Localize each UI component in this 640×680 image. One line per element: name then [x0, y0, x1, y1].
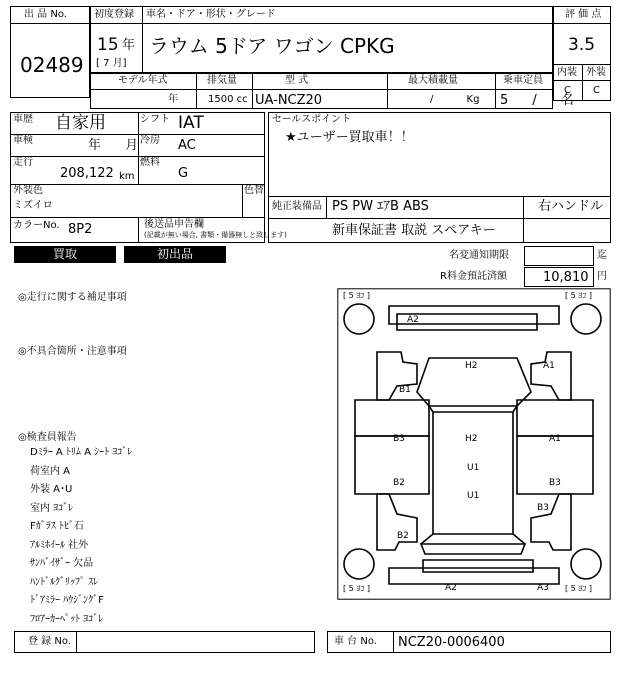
report-line: ｻﾝﾊﾞｲｻﾞｰ 欠品	[30, 558, 94, 569]
first-reg-label: 初度登録	[94, 9, 134, 20]
fuel: G	[178, 166, 189, 181]
right-front-fender	[531, 352, 571, 400]
recycle-box	[524, 267, 594, 287]
max-load: / Kg	[430, 94, 480, 105]
damage-mark: U1	[467, 463, 480, 473]
damage-mark: A2	[445, 583, 457, 593]
post-report-note: (記載が無い場合, 書類・備器無しと致します)	[144, 231, 287, 239]
history: 自家用	[55, 113, 106, 133]
wheel-front-right	[571, 304, 601, 334]
first-listing-badge: 初出品	[124, 246, 226, 263]
right-front-door	[517, 400, 593, 436]
model-year-unit: 年	[168, 94, 178, 105]
sales-point-label: セールスポイント	[272, 114, 352, 125]
wheel-front-left	[344, 304, 374, 334]
post-report-label: 後送品申告欄	[144, 219, 204, 230]
damage-mark: H2	[465, 434, 478, 444]
left-front-fender	[377, 352, 417, 400]
defects-heading: ◎不具合箇所・注意事項	[18, 346, 127, 357]
reg-year: 15	[97, 35, 119, 55]
damage-mark: B3	[393, 434, 405, 444]
lot-no-label: 出 品 No.	[24, 9, 67, 20]
report-line: Dﾐﾗｰ A ﾄﾘﾑ A ｼｰﾄ ﾖｺﾞﾚ	[30, 447, 133, 458]
tire-rear-right: [ 5 ﾖｺ ]	[565, 584, 592, 593]
model-type: UA-NCZ20	[255, 93, 323, 108]
damage-mark: B1	[399, 385, 411, 395]
exterior-grade: C	[593, 85, 600, 96]
reg-month: [ 7 月]	[96, 58, 127, 69]
exterior-label: 外装	[586, 67, 606, 78]
color-label: 外装色	[13, 185, 43, 196]
color-no-label: カラーNo.	[13, 220, 60, 231]
score-label: 評 価 点	[565, 9, 602, 20]
inspection: 年 月	[88, 138, 139, 153]
chassis-label: 車 台 No.	[334, 636, 377, 647]
report-line: ｱﾙﾐﾎｲｰﾙ 社外	[30, 539, 89, 551]
roof-body	[433, 412, 513, 534]
type-label: 型 式	[285, 75, 309, 86]
damage-mark: A2	[407, 315, 419, 325]
buy-badge: 買取	[14, 246, 116, 263]
recycle-value: 10,810	[543, 270, 589, 285]
supplement-heading: ◎走行に関する補足事項	[18, 292, 127, 303]
damage-mark: B3	[549, 478, 561, 488]
report-line: ﾄﾞｱﾐﾗｰ ﾊｳｼﾞﾝｸﾞF	[30, 595, 104, 606]
damage-mark: B2	[397, 531, 409, 541]
displacement: 1500 cc	[208, 94, 248, 105]
handle: 右ハンドル	[538, 199, 604, 214]
ac: AC	[178, 138, 196, 153]
tire-rear-left: [ 5 ﾖｺ ]	[343, 584, 370, 593]
chassis-no: NCZ20-0006400	[398, 635, 505, 650]
left-front-door	[355, 400, 429, 436]
reg-no-label: 登 録 No.	[28, 636, 71, 647]
report-line: 室内 ﾖｺﾞﾚ	[30, 502, 74, 514]
color-no: 8P2	[68, 222, 93, 237]
fuel-label: 燃料	[140, 157, 160, 168]
capacity-label: 乗車定員	[503, 75, 543, 86]
history-label: 車歴	[13, 114, 33, 125]
recycle-label: R料金預託済額	[440, 271, 507, 282]
report-line: 荷室内 A	[30, 465, 71, 477]
damage-mark: B2	[393, 478, 405, 488]
tire-front-left: [ 5 ﾖｺ ]	[343, 291, 370, 300]
damage-mark: H2	[465, 361, 478, 371]
lot-no: 02489	[20, 53, 84, 77]
mileage-unit: km	[119, 171, 135, 182]
mileage: 208,122	[60, 166, 114, 181]
interior-grade: C	[564, 85, 571, 96]
equip: PS PW ｴｱB ABS	[332, 199, 429, 214]
model-year-label: モデル年式	[118, 75, 168, 86]
left-rear-door	[355, 436, 429, 494]
recycle-unit: 円	[597, 271, 607, 282]
change-deadline-label: 名変通知期限	[449, 250, 509, 261]
interior-label: 内装	[557, 67, 577, 78]
capacity: 5 / 名	[500, 93, 574, 108]
car-name-label: 車名・ドア・形状・グレード	[146, 9, 276, 20]
color-name: ミズイロ	[13, 200, 53, 211]
docs: 新車保証書 取説 スペアキー	[332, 223, 496, 238]
score-value: 3.5	[568, 35, 596, 55]
sales-point: ★ユーザー買取車！！	[285, 130, 414, 145]
reg-year-unit: 年	[122, 38, 136, 53]
inspection-label: 車検	[13, 135, 33, 146]
report-line: 外装 A･U	[30, 484, 73, 495]
report-line: ﾌﾛｱｰｶｰﾍﾟｯﾄ ﾖｺﾞﾚ	[30, 613, 104, 625]
tire-front-right: [ 5 ﾖｺ ]	[565, 291, 592, 300]
damage-mark: B3	[537, 503, 549, 513]
inspector-heading: ◎検査員報告	[18, 432, 77, 443]
shift: IAT	[178, 113, 204, 133]
tailgate	[421, 544, 525, 554]
damage-mark: A3	[537, 583, 549, 593]
car-name: ラウム 5ドア ワゴン CPKG	[149, 34, 395, 58]
change-deadline-box	[524, 246, 594, 266]
shift-label: シフト	[140, 114, 170, 125]
damage-mark: U1	[467, 491, 480, 501]
report-line: Fｶﾞﾗｽ ﾄﾋﾞ石	[30, 521, 84, 532]
wheel-rear-right	[571, 549, 601, 579]
displacement-label: 排気量	[207, 75, 237, 86]
change-deadline-unit: 迄	[597, 250, 607, 261]
max-load-label: 最大積載量	[408, 75, 458, 86]
repaint-label: 色替	[244, 185, 264, 196]
wheel-rear-left	[344, 549, 374, 579]
damage-mark: A1	[549, 434, 561, 444]
mileage-label: 走行	[13, 157, 33, 168]
report-line: ﾊﾝﾄﾞﾙｸﾞﾘｯﾌﾟ ｽﾚ	[30, 576, 99, 588]
equip-label: 純正装備品	[272, 201, 322, 212]
damage-mark: A1	[543, 361, 555, 371]
left-rear-fender	[377, 494, 417, 550]
ac-label: 冷房	[140, 135, 160, 146]
car-damage-diagram	[337, 288, 611, 600]
